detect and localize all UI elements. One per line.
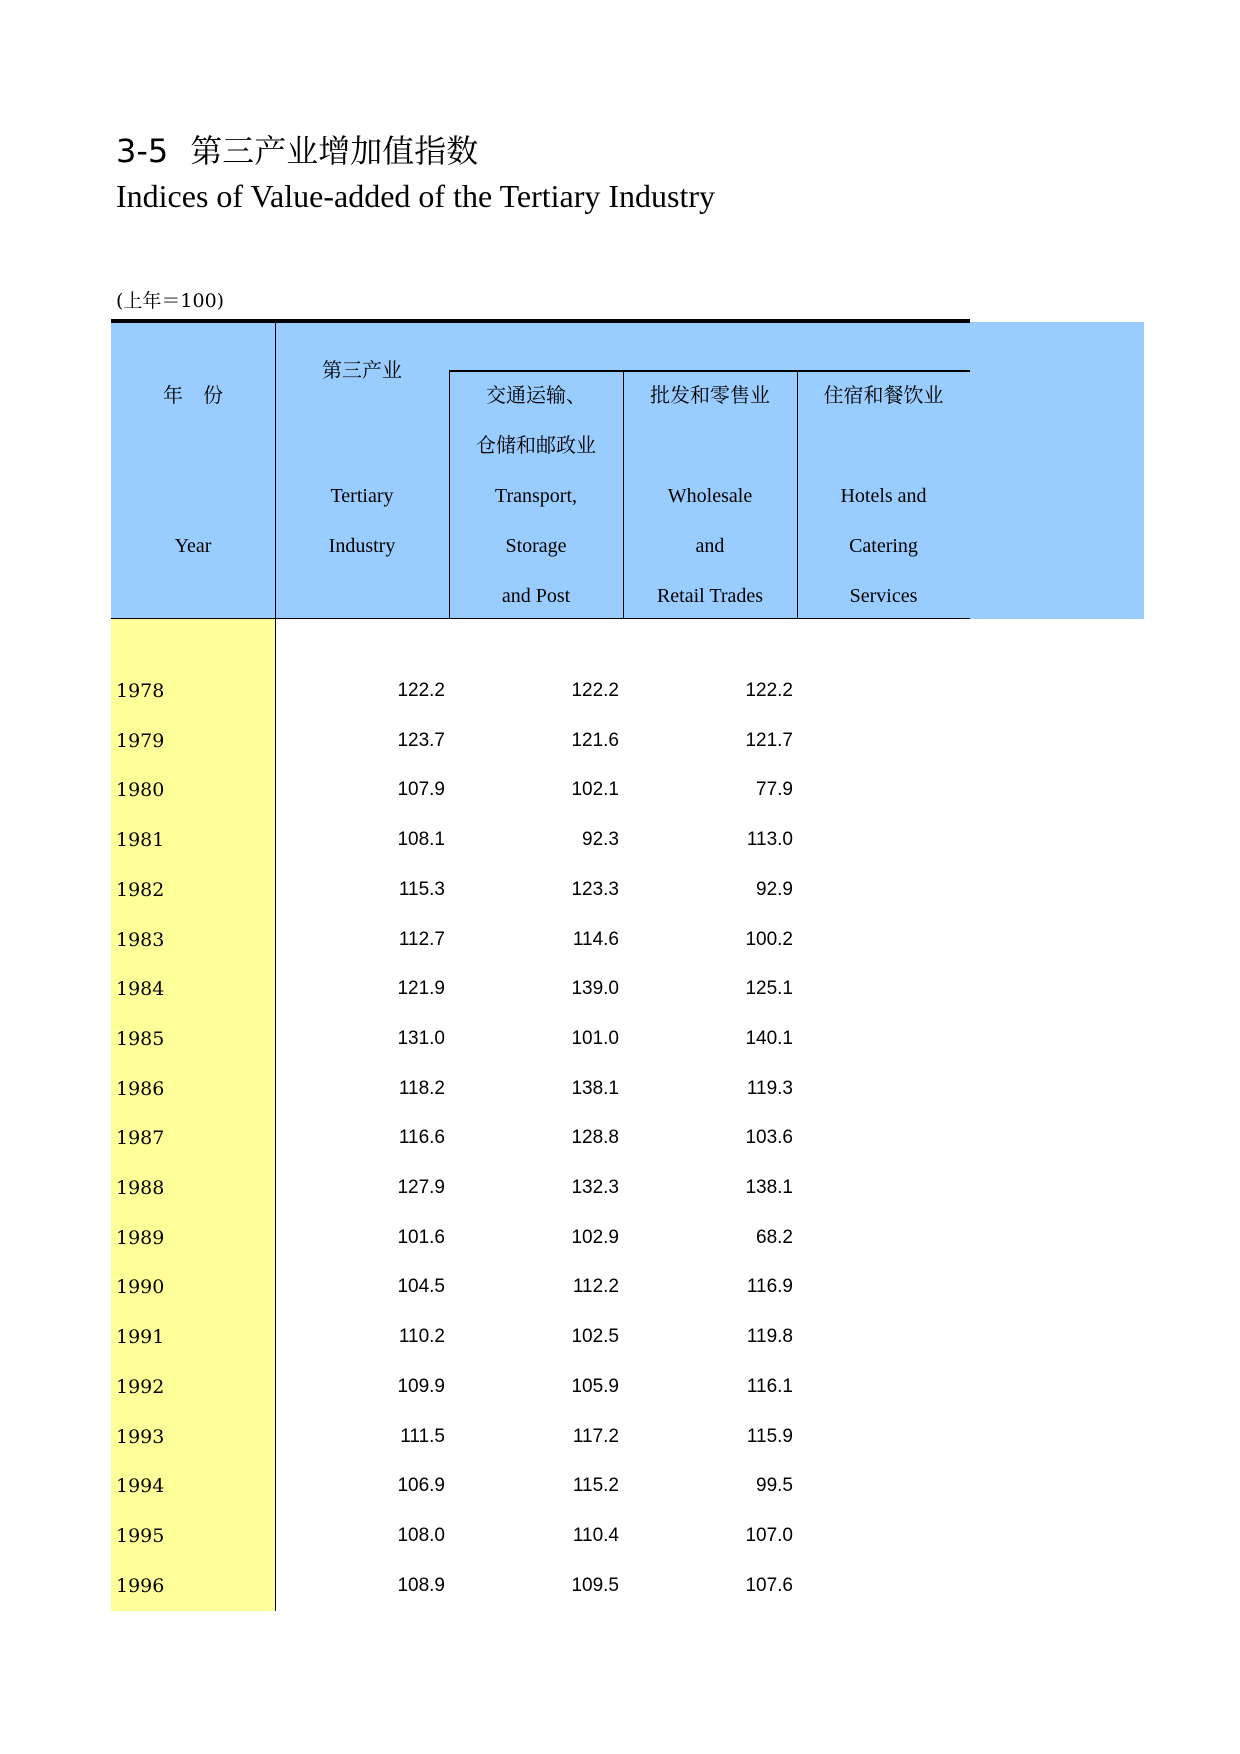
year-cell: 1985 [116, 1028, 165, 1050]
year-cell: 1984 [116, 978, 165, 1000]
page-title-en: Indices of Value-added of the Tertiary Industry [116, 178, 716, 214]
table-row [0, 1563, 1240, 1613]
header-transport-en1: Transport, [494, 485, 578, 507]
table-row [0, 767, 1240, 817]
table-top-rule [111, 319, 970, 323]
table-row [0, 1264, 1240, 1314]
tertiary-cell: 101.6 [397, 1227, 445, 1248]
year-cell: 1981 [116, 829, 165, 851]
header-hotels-en2: Catering [849, 535, 918, 557]
wholesale-cell: 116.9 [746, 1276, 793, 1297]
transport-cell: 102.9 [571, 1227, 619, 1248]
year-cell: 1992 [116, 1376, 165, 1398]
tertiary-cell: 131.0 [397, 1028, 445, 1049]
tertiary-cell: 123.7 [397, 730, 445, 751]
page-title-cn [116, 126, 478, 172]
transport-cell: 110.4 [572, 1525, 619, 1546]
year-cell: 1993 [116, 1426, 165, 1448]
table-row [0, 1364, 1240, 1414]
wholesale-cell: 113.0 [746, 829, 793, 850]
transport-cell: 115.2 [572, 1475, 619, 1496]
year-cell: 1987 [116, 1127, 165, 1149]
header-transport-cn1: 交通运输、 [486, 383, 586, 407]
year-cell: 1990 [116, 1276, 165, 1298]
header-tertiary-en2: Industry [328, 535, 396, 557]
header-tertiary-cn: 第三产业 [322, 358, 402, 382]
tertiary-cell: 115.3 [398, 879, 445, 900]
header-hotels-en1: Hotels and [840, 485, 927, 507]
year-cell: 1980 [116, 779, 165, 801]
table-row [0, 917, 1240, 967]
transport-cell: 132.3 [571, 1177, 619, 1198]
year-cell: 1978 [116, 680, 165, 702]
header-hotels-en3: Services [849, 585, 918, 607]
header-year-cn: 年 份 [163, 383, 223, 407]
table-row [0, 1115, 1240, 1165]
year-cell: 1986 [116, 1078, 165, 1100]
year-cell: 1988 [116, 1177, 165, 1199]
tertiary-cell: 110.2 [398, 1326, 445, 1347]
wholesale-cell: 77.9 [756, 779, 793, 800]
header-transport-en2: Storage [505, 535, 567, 557]
transport-cell: 112.2 [572, 1276, 619, 1297]
header-wholesale-en3: Retail Trades [656, 585, 764, 607]
table-row [0, 966, 1240, 1016]
table-row [0, 1165, 1240, 1215]
year-cell: 1983 [116, 929, 165, 951]
table-row [0, 1066, 1240, 1116]
tertiary-cell: 127.9 [397, 1177, 445, 1198]
table-row [0, 1215, 1240, 1265]
table-row [0, 817, 1240, 867]
tertiary-cell: 107.9 [397, 779, 445, 800]
header-tertiary-en1: Tertiary [330, 485, 394, 507]
wholesale-cell: 68.2 [756, 1227, 793, 1248]
transport-cell: 123.3 [571, 879, 619, 900]
wholesale-cell: 92.9 [756, 879, 793, 900]
header-wholesale-cn: 批发和零售业 [650, 383, 770, 407]
wholesale-cell: 100.2 [745, 929, 793, 950]
transport-cell: 101.0 [571, 1028, 619, 1049]
table-row [0, 668, 1240, 718]
wholesale-cell: 119.3 [746, 1078, 793, 1099]
header-wholesale-en2: and [695, 535, 725, 557]
transport-cell: 105.9 [571, 1376, 619, 1397]
wholesale-cell: 99.5 [756, 1475, 793, 1496]
transport-cell: 138.1 [571, 1078, 619, 1099]
tertiary-cell: 104.5 [397, 1276, 445, 1297]
title-cn-text: 第三产业增加值指数 [190, 132, 479, 170]
year-cell: 1996 [116, 1575, 165, 1597]
transport-cell: 92.3 [582, 829, 619, 850]
tertiary-cell: 108.9 [397, 1575, 445, 1596]
wholesale-cell: 107.6 [745, 1575, 793, 1596]
table-row [0, 1463, 1240, 1513]
year-cell: 1989 [116, 1227, 165, 1249]
wholesale-cell: 116.1 [746, 1376, 793, 1397]
table-row [0, 1314, 1240, 1364]
wholesale-cell: 125.1 [745, 978, 793, 999]
transport-cell: 109.5 [571, 1575, 619, 1596]
year-cell: 1994 [116, 1475, 165, 1497]
tertiary-cell: 106.9 [397, 1475, 445, 1496]
transport-cell: 122.2 [571, 680, 619, 701]
header-wholesale-en1: Wholesale [667, 485, 753, 507]
wholesale-cell: 107.0 [745, 1525, 793, 1546]
tertiary-cell: 111.5 [400, 1426, 445, 1447]
table-row [0, 1513, 1240, 1563]
tertiary-cell: 109.9 [397, 1376, 445, 1397]
year-cell: 1995 [116, 1525, 165, 1547]
transport-cell: 102.1 [571, 779, 619, 800]
table-row [0, 867, 1240, 917]
wholesale-cell: 122.2 [745, 680, 793, 701]
transport-cell: 121.6 [571, 730, 619, 751]
wholesale-cell: 121.7 [745, 730, 793, 751]
wholesale-cell: 138.1 [745, 1177, 793, 1198]
transport-cell: 114.6 [572, 929, 619, 950]
transport-cell: 128.8 [571, 1127, 619, 1148]
table-number: 3-5 [116, 132, 169, 170]
header-transport-cn2: 仓储和邮政业 [476, 433, 596, 457]
year-cell: 1982 [116, 879, 165, 901]
wholesale-cell: 115.9 [746, 1426, 793, 1447]
year-cell: 1979 [116, 730, 165, 752]
table-row [0, 1016, 1240, 1066]
unit-note: (上年＝100) [116, 290, 225, 312]
transport-cell: 139.0 [571, 978, 619, 999]
transport-cell: 117.2 [572, 1426, 619, 1447]
wholesale-cell: 119.8 [746, 1326, 793, 1347]
table-row [0, 718, 1240, 768]
tertiary-cell: 122.2 [397, 680, 445, 701]
transport-cell: 102.5 [571, 1326, 619, 1347]
tertiary-cell: 108.1 [397, 829, 445, 850]
header-year-en: Year [174, 535, 212, 557]
tertiary-cell: 118.2 [398, 1078, 445, 1099]
header-transport-en3: and Post [501, 585, 571, 607]
wholesale-cell: 140.1 [745, 1028, 793, 1049]
tertiary-cell: 116.6 [398, 1127, 445, 1148]
wholesale-cell: 103.6 [745, 1127, 793, 1148]
header-hotels-cn: 住宿和餐饮业 [823, 383, 944, 407]
table-row [0, 1414, 1240, 1464]
tertiary-cell: 112.7 [398, 929, 445, 950]
tertiary-cell: 108.0 [397, 1525, 445, 1546]
tertiary-cell: 121.9 [397, 978, 445, 999]
year-cell: 1991 [116, 1326, 165, 1348]
